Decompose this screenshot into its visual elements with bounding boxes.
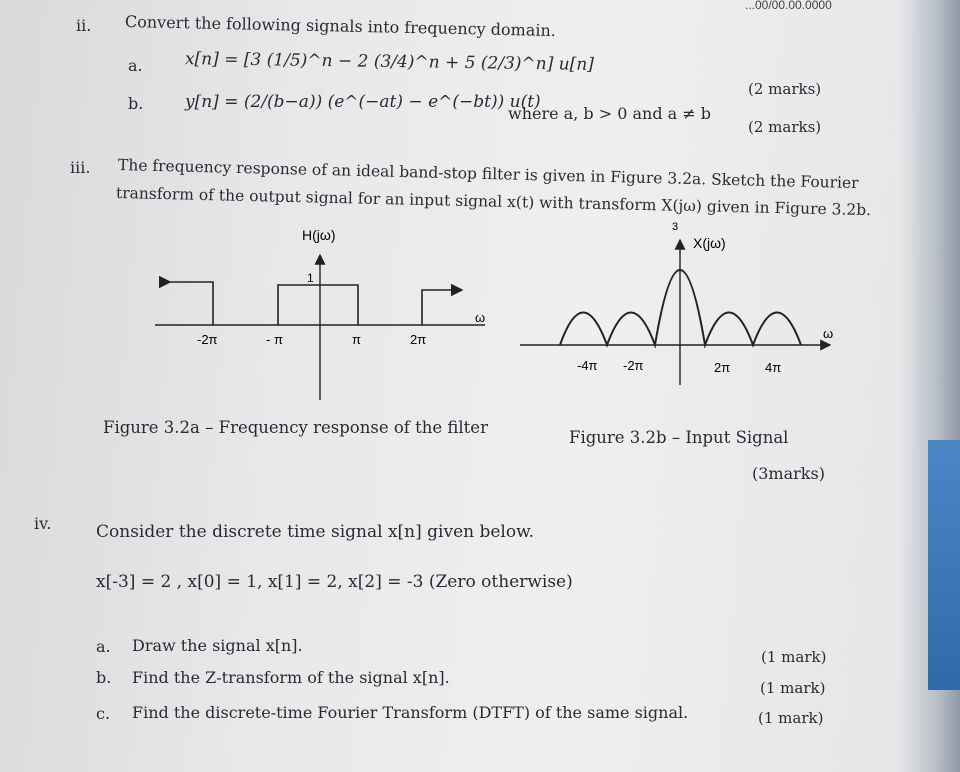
q4c-label: c. [96, 704, 111, 723]
fig-b-tick-neg4pi: -4π [577, 358, 598, 373]
q4a-text: Draw the signal x[n]. [132, 636, 303, 655]
figure-3-2a [150, 220, 500, 405]
figure-3-2b [515, 210, 845, 385]
q2a-label: a. [128, 56, 143, 75]
fig-a-tick-pi: π [352, 332, 361, 347]
fig-b-ylabel: X(jω) [693, 235, 726, 251]
fig-a-right-passband [422, 290, 462, 325]
fig-a-ylabel: H(jω) [302, 227, 336, 243]
fig-a-left-passband [170, 282, 213, 325]
q2-number: ii. [76, 16, 92, 35]
fig-a-xlabel: ω [475, 310, 486, 325]
fig-b-xlabel: ω [823, 326, 834, 341]
q2-prompt: Convert the following signals into frequency domain. [124, 12, 557, 41]
q4b-label: b. [96, 668, 112, 687]
fig-a-center-passband [278, 285, 358, 325]
fig-b-tick-neg2pi: -2π [623, 358, 644, 373]
q2b-marks: (2 marks) [748, 118, 822, 136]
fig-a-one-label: 1 [307, 271, 314, 285]
q2b-label: b. [128, 94, 144, 113]
fig-a-tick-negpi: - π [266, 332, 283, 347]
fig-a-caption: Figure 3.2a – Frequency response of the filter [103, 418, 488, 437]
q3-line1: The frequency response of an ideal band-stop filter is given in Figure 3.2a. Sketch the Fourier [117, 156, 859, 193]
q4-prompt: Consider the discrete time signal x[n] given below. [96, 522, 535, 542]
fig-b-caption: Figure 3.2b – Input Signal [569, 428, 789, 447]
q4-number: iv. [34, 514, 52, 533]
q4-signal: x[-3] = 2 , x[0] = 1, x[1] = 2, x[2] = -3 (Zero otherwise) [96, 572, 573, 592]
q4c-text: Find the discrete-time Fourier Transform (DTFT) of the same signal. [132, 703, 689, 722]
q3-marks: (3marks) [752, 464, 825, 483]
q2a-marks: (2 marks) [748, 80, 822, 98]
background-blue-object [928, 440, 960, 690]
q4b-marks: (1 mark) [760, 679, 826, 697]
q3-number: iii. [70, 158, 91, 177]
q3-line2: transform of the output signal for an input signal x(t) with transform X(jω) given in Figure 3.2b. [115, 184, 872, 220]
fig-b-tick-2pi: 2π [714, 360, 731, 375]
q4c-marks: (1 mark) [758, 709, 824, 727]
q4b-text: Find the Z-transform of the signal x[n]. [132, 668, 450, 687]
fig-a-tick-2pi: 2π [410, 332, 427, 347]
q4a-marks: (1 mark) [761, 648, 827, 666]
q2a-equation: x[n] = [3 (1/5)^n − 2 (3/4)^n + 5 (2/3)^n] u[n] [184, 49, 595, 75]
q4a-label: a. [96, 637, 111, 656]
q2b-condition: where a, b > 0 and a ≠ b [508, 104, 711, 123]
q2b-equation: y[n] = (2/(b−a)) (e^(−at) − e^(−bt)) u(t) [185, 92, 541, 112]
fig-b-tick-4pi: 4π [765, 360, 782, 375]
fig-a-tick-neg2pi: -2π [197, 332, 218, 347]
header-code: ...00/00.00.0000 [745, 0, 832, 12]
fig-b-peak-label: 3 [672, 221, 679, 233]
